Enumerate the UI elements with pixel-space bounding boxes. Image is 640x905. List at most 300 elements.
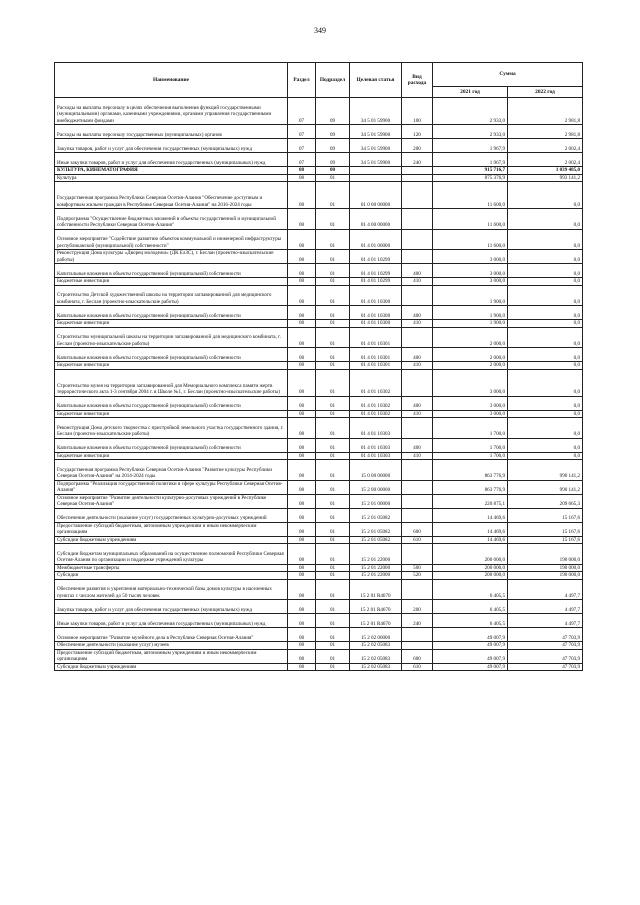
row-target: 15 2 01 22000 (350, 572, 402, 580)
row-2022: 47 703,9 (508, 628, 583, 642)
row-subsection: 01 (316, 628, 350, 642)
row-name: Основное мероприятие "Развитие деятельности культурно-досуговых учреждений в Республике Северная Осетия-Алания" (55, 494, 288, 508)
row-target: 15 0 00 00000 (350, 460, 402, 481)
row-2022: 0,0 (508, 438, 583, 452)
row-name: Иные закупки товаров, работ и услуг для обеспечения государственных (муниципальных) нужд (55, 614, 288, 628)
row-target: 15 2 01 05082 (350, 522, 402, 536)
row-name: Государственная программа Республики Северная Осетия-Алания "Развитие культуры Республики Северная Осетия-Алания" на 2014-2024 годы (55, 460, 288, 481)
row-name: Субсидии бюджетным учреждениям (55, 663, 288, 671)
table-row (55, 125, 583, 139)
row-section: 08 (288, 649, 316, 663)
table-row (55, 362, 583, 370)
table-row (55, 327, 583, 348)
row-2021: 3 000,0 (433, 264, 508, 278)
row-2022: 0,0 (508, 250, 583, 264)
row-section: 08 (288, 494, 316, 508)
table-row (55, 153, 583, 167)
row-subsection: 01 (316, 418, 350, 439)
row-name: Капитальные вложения в объекты государственной (муниципальной) собственности (55, 306, 288, 320)
row-expense (402, 369, 433, 396)
row-subsection: 01 (316, 642, 350, 650)
row-2021: 6 405,5 (433, 579, 508, 600)
table-row (55, 250, 583, 264)
header-2021: 2021 год (433, 87, 508, 98)
row-2022: 4 497,7 (508, 600, 583, 614)
row-subsection: 01 (316, 362, 350, 370)
row-subsection: 01 (316, 182, 350, 209)
table-row (55, 642, 583, 650)
row-2021: 1 900,0 (433, 320, 508, 328)
row-2021: 863 776,9 (433, 480, 508, 494)
row-target: 01 4 01 10302 (350, 396, 402, 410)
row-target: 15 2 01 22000 (350, 564, 402, 572)
row-section: 08 (288, 522, 316, 536)
row-section: 08 (288, 544, 316, 565)
row-expense: 400 (402, 348, 433, 362)
row-section: 08 (288, 508, 316, 522)
row-subsection: 01 (316, 614, 350, 628)
table-row (55, 278, 583, 286)
row-name: Подпрограмма "Осуществление бюджетных вложений в объекты государственной и муниципальной собственности Республики Северная Осетия-Алания" (55, 209, 288, 230)
row-expense (402, 174, 433, 182)
row-2021: 2 000,0 (433, 348, 508, 362)
row-subsection: 01 (316, 264, 350, 278)
row-subsection: 01 (316, 320, 350, 328)
row-2021: 3 000,0 (433, 250, 508, 264)
row-2021: 49 007,9 (433, 642, 508, 650)
row-subsection: 01 (316, 522, 350, 536)
table-row (55, 396, 583, 410)
row-2022: 0,0 (508, 278, 583, 286)
row-name: Реконструкция Дома детского творчества с пристройкой земельного участка государственного здания, г. Беслан (проектно-изыскательские работы) (55, 418, 288, 439)
row-2022: 0,0 (508, 452, 583, 460)
row-target: 01 4 01 10303 (350, 438, 402, 452)
row-expense: 600 (402, 649, 433, 663)
row-section: 08 (288, 285, 316, 306)
row-target: 15 2 02 05083 (350, 642, 402, 650)
row-name: Строительство Детской художественной школы на территории заглавированной для медицинского комбината, г. Беслан (проектно-изыскательские работы) (55, 285, 288, 306)
row-2021: 863 776,9 (433, 460, 508, 481)
table-row (55, 452, 583, 460)
table-row (55, 174, 583, 182)
row-subsection: 01 (316, 369, 350, 396)
row-2021: 6 405,5 (433, 600, 508, 614)
row-expense: 100 (402, 98, 433, 125)
row-2022: 0,0 (508, 209, 583, 230)
row-expense (402, 544, 433, 565)
row-2022: 2 002,4 (508, 139, 583, 153)
row-target: 15 2 01 R4670 (350, 579, 402, 600)
table-row (55, 480, 583, 494)
row-section: 08 (288, 572, 316, 580)
row-target: 01 4 01 10299 (350, 278, 402, 286)
row-target: 15 2 01 22000 (350, 544, 402, 565)
header-section: Раздел (288, 63, 316, 98)
row-2021: 200 000,0 (433, 544, 508, 565)
row-subsection: 01 (316, 250, 350, 264)
row-subsection: 01 (316, 460, 350, 481)
table-row (55, 628, 583, 642)
table-row (55, 418, 583, 439)
row-name: Бюджетные инвестиции (55, 278, 288, 286)
header-name: Наименование (55, 63, 288, 98)
row-name: Бюджетные инвестиции (55, 320, 288, 328)
row-expense: 200 (402, 600, 433, 614)
table-row (55, 306, 583, 320)
row-expense (402, 508, 433, 522)
row-target: 34 5 01 59900 (350, 153, 402, 167)
row-target: 01 4 01 00000 (350, 229, 402, 250)
row-expense: 120 (402, 125, 433, 139)
row-expense: 520 (402, 572, 433, 580)
row-section: 08 (288, 480, 316, 494)
row-target: 34 5 01 59900 (350, 125, 402, 139)
row-section: 08 (288, 600, 316, 614)
row-subsection: 01 (316, 480, 350, 494)
row-subsection: 01 (316, 544, 350, 565)
row-expense: 410 (402, 452, 433, 460)
row-subsection: 01 (316, 438, 350, 452)
row-expense (402, 209, 433, 230)
row-name: Закупка товаров, работ и услуг для обеспечения государственных (муниципальных) нужд (55, 600, 288, 614)
row-section: 08 (288, 418, 316, 439)
row-expense (402, 460, 433, 481)
row-name: Обеспечение деятельности (оказание услуг) музеев (55, 642, 288, 650)
row-2021: 49 007,9 (433, 628, 508, 642)
table-row (55, 438, 583, 452)
row-expense: 240 (402, 614, 433, 628)
row-name: Обеспечение развития и укрепления материально-технической базы домов культуры в населенных пунктах с числом жителей до 50 тысяч человек (55, 579, 288, 600)
row-section: 08 (288, 306, 316, 320)
row-expense: 610 (402, 663, 433, 671)
row-2021: 6 405,5 (433, 614, 508, 628)
row-target: 34 5 01 59900 (350, 139, 402, 153)
table-row (55, 229, 583, 250)
row-name: Капитальные вложения в объекты государственной (муниципальной) собственности (55, 348, 288, 362)
row-section: 08 (288, 167, 316, 175)
row-expense: 400 (402, 306, 433, 320)
row-name: Строительство муниципальной школы на территории заглавированной для медицинского комбината, г. Беслан (проектно-изыскательские работы) (55, 327, 288, 348)
row-2022: 990 141,2 (508, 480, 583, 494)
row-subsection: 09 (316, 98, 350, 125)
row-2021: 875 376,9 (433, 174, 508, 182)
row-section: 08 (288, 452, 316, 460)
row-section: 07 (288, 98, 316, 125)
header-subsection: Подраздел (316, 63, 350, 98)
row-subsection: 01 (316, 508, 350, 522)
row-section: 08 (288, 628, 316, 642)
table-row (55, 139, 583, 153)
row-2021: 2 000,0 (433, 327, 508, 348)
table-header (55, 63, 583, 98)
row-subsection: 09 (316, 139, 350, 153)
row-2022: 209 665,3 (508, 494, 583, 508)
row-target: 15 2 02 05083 (350, 663, 402, 671)
row-section: 08 (288, 264, 316, 278)
row-target: 34 5 01 59900 (350, 98, 402, 125)
row-section: 08 (288, 369, 316, 396)
row-target: 01 4 01 10299 (350, 250, 402, 264)
row-2022: 4 497,7 (508, 579, 583, 600)
row-subsection: 01 (316, 536, 350, 544)
table-row (55, 369, 583, 396)
row-subsection: 00 (316, 167, 350, 175)
budget-table (54, 62, 583, 671)
row-subsection: 01 (316, 572, 350, 580)
row-2021: 3 000,0 (433, 278, 508, 286)
table-row (55, 209, 583, 230)
row-2021: 11 600,0 (433, 209, 508, 230)
row-expense (402, 285, 433, 306)
header-expense: Вид расхода (402, 63, 433, 98)
row-expense (402, 480, 433, 494)
table-row (55, 579, 583, 600)
row-2021: 14 469,6 (433, 522, 508, 536)
row-name: Государственная программа Республики Северная Осетия-Алания "Обеспечение доступным и комфортным жильем граждан в Республике Северная Осетия-Алания" на 2016-2024 годы (55, 182, 288, 209)
row-target: 01 4 01 10299 (350, 264, 402, 278)
row-2022: 0,0 (508, 306, 583, 320)
row-2022: 0,0 (508, 410, 583, 418)
header-target: Целевая статья (350, 63, 402, 98)
row-name: Предоставление субсидий бюджетным, автономным учреждениям и иным некоммерческим организациям (55, 649, 288, 663)
row-2021: 220 875,1 (433, 494, 508, 508)
row-target: 01 4 01 10300 (350, 320, 402, 328)
row-name: Капитальные вложения в объекты государственной (муниципальной) собственности (55, 438, 288, 452)
row-name: Бюджетные инвестиции (55, 410, 288, 418)
row-subsection: 01 (316, 229, 350, 250)
row-target: 01 4 01 10302 (350, 410, 402, 418)
row-target: 01 4 01 10301 (350, 327, 402, 348)
row-name: Бюджетные инвестиции (55, 362, 288, 370)
row-2022: 0,0 (508, 264, 583, 278)
row-subsection: 01 (316, 663, 350, 671)
row-target: 15 2 01 00000 (350, 494, 402, 508)
row-target: 01 4 01 10301 (350, 348, 402, 362)
row-section: 08 (288, 348, 316, 362)
row-section: 08 (288, 250, 316, 264)
row-2021: 49 007,9 (433, 649, 508, 663)
row-expense (402, 250, 433, 264)
row-subsection: 09 (316, 153, 350, 167)
row-section: 08 (288, 663, 316, 671)
row-2022: 1 039 485,0 (508, 167, 583, 175)
row-expense: 200 (402, 139, 433, 153)
table-row (55, 494, 583, 508)
row-name: Основное мероприятие "Развитие музейного дела в Республике Северная Осетия-Алания" (55, 628, 288, 642)
row-section: 08 (288, 410, 316, 418)
table-row (55, 348, 583, 362)
row-section: 08 (288, 320, 316, 328)
row-target (350, 174, 402, 182)
row-2022: 0,0 (508, 348, 583, 362)
row-expense: 240 (402, 153, 433, 167)
table-row (55, 98, 583, 125)
row-subsection: 01 (316, 600, 350, 614)
row-2021: 3 000,0 (433, 410, 508, 418)
row-section: 07 (288, 139, 316, 153)
row-2021: 1 700,0 (433, 452, 508, 460)
row-2022: 0,0 (508, 229, 583, 250)
row-2022: 0,0 (508, 285, 583, 306)
table-row (55, 536, 583, 544)
row-2021: 3 000,0 (433, 369, 508, 396)
row-2022: 990 141,2 (508, 460, 583, 481)
row-2022: 190 000,0 (508, 564, 583, 572)
row-section: 08 (288, 438, 316, 452)
table-row (55, 320, 583, 328)
row-section: 08 (288, 209, 316, 230)
row-2022: 0,0 (508, 369, 583, 396)
row-expense (402, 494, 433, 508)
row-name: Основное мероприятие "Содействие развитию объектов коммунальной и инженерной инфраструктуры республиканской (муниципальной) собственности" (55, 229, 288, 250)
row-expense (402, 418, 433, 439)
row-2022: 2 981,8 (508, 98, 583, 125)
row-target: 15 2 02 05083 (350, 649, 402, 663)
row-section: 08 (288, 174, 316, 182)
row-2022: 15 167,6 (508, 522, 583, 536)
row-target: 15 2 01 R4670 (350, 614, 402, 628)
table-row (55, 663, 583, 671)
row-2021: 200 000,0 (433, 564, 508, 572)
row-name: Иные закупки товаров, работ и услуг для обеспечения государственных (муниципальных) нужд (55, 153, 288, 167)
row-name: Предоставление субсидий бюджетным, автономным учреждениям и иным некоммерческим организациям (55, 522, 288, 536)
row-expense: 400 (402, 264, 433, 278)
row-section: 08 (288, 536, 316, 544)
row-2021: 14 469,6 (433, 508, 508, 522)
table-row (55, 572, 583, 580)
row-target: 15 2 01 05082 (350, 508, 402, 522)
table-row (55, 410, 583, 418)
row-target: 01 4 01 10303 (350, 418, 402, 439)
row-2021: 14 469,6 (433, 536, 508, 544)
row-2022: 47 703,9 (508, 663, 583, 671)
row-expense (402, 579, 433, 600)
table-row (55, 167, 583, 175)
row-target: 01 0 00 00000 (350, 182, 402, 209)
row-target: 15 2 01 R4670 (350, 600, 402, 614)
row-2022: 0,0 (508, 182, 583, 209)
row-2021: 11 600,0 (433, 229, 508, 250)
row-2021: 2 933,0 (433, 98, 508, 125)
row-expense: 410 (402, 362, 433, 370)
row-2021: 3 000,0 (433, 396, 508, 410)
row-target: 15 2 00 00000 (350, 480, 402, 494)
row-2021: 49 007,9 (433, 663, 508, 671)
row-name: Культура (55, 174, 288, 182)
row-name: Субсидии (55, 572, 288, 580)
row-2022: 47 703,9 (508, 642, 583, 650)
table-row (55, 649, 583, 663)
row-expense: 600 (402, 522, 433, 536)
row-section: 08 (288, 362, 316, 370)
row-2021: 1 900,0 (433, 306, 508, 320)
row-2021: 11 600,0 (433, 182, 508, 209)
row-2021: 200 000,0 (433, 572, 508, 580)
row-2022: 0,0 (508, 418, 583, 439)
row-target (350, 167, 402, 175)
row-name: Субсидии бюджетным учреждениям (55, 536, 288, 544)
row-subsection: 01 (316, 174, 350, 182)
row-section: 08 (288, 182, 316, 209)
row-2022: 4 497,7 (508, 614, 583, 628)
row-subsection: 01 (316, 494, 350, 508)
row-target: 01 4 01 10303 (350, 452, 402, 460)
row-2022: 2 981,8 (508, 125, 583, 139)
row-name: Капитальные вложения в объекты государственной (муниципальной) собственности (55, 264, 288, 278)
row-name: Бюджетные инвестиции (55, 452, 288, 460)
row-2022: 0,0 (508, 362, 583, 370)
row-expense (402, 229, 433, 250)
row-name: Подпрограмма "Реализация государственной политики в сфере культуры Республики Северная Осетия-Алания" (55, 480, 288, 494)
row-subsection: 01 (316, 348, 350, 362)
row-section: 08 (288, 579, 316, 600)
row-section: 07 (288, 125, 316, 139)
row-2022: 47 703,9 (508, 649, 583, 663)
header-sum: Сумма (433, 63, 583, 87)
table-row (55, 508, 583, 522)
header-2022: 2022 год (508, 87, 583, 98)
row-name: Реконструкция Дома культуры «Дворец молодежи» (ДК ЕлЗС), г. Беслан (проектно-изыскательские работы) (55, 250, 288, 264)
row-2022: 993 141,2 (508, 174, 583, 182)
row-subsection: 01 (316, 410, 350, 418)
row-name: Расходы на выплаты персоналу в целях обеспечения выполнения функций государственными (муниципальными) органами, казенными учреждениями, органами управления государственными внебюджетными фондами (55, 98, 288, 125)
row-section: 08 (288, 278, 316, 286)
row-expense: 410 (402, 410, 433, 418)
row-subsection: 01 (316, 209, 350, 230)
row-subsection: 01 (316, 396, 350, 410)
row-2021: 1 900,0 (433, 285, 508, 306)
row-name: Капитальные вложения в объекты государственной (муниципальной) собственности (55, 396, 288, 410)
row-expense (402, 628, 433, 642)
row-name: Межбюджетные трансферты (55, 564, 288, 572)
row-2022: 0,0 (508, 396, 583, 410)
table-row (55, 285, 583, 306)
row-subsection: 01 (316, 327, 350, 348)
row-target: 15 2 01 05082 (350, 536, 402, 544)
table-row (55, 614, 583, 628)
row-expense: 500 (402, 564, 433, 572)
row-2022: 190 000,0 (508, 544, 583, 565)
row-expense: 400 (402, 396, 433, 410)
row-2021: 1 967,9 (433, 153, 508, 167)
row-2021: 915 716,7 (433, 167, 508, 175)
row-expense: 410 (402, 320, 433, 328)
table-body (55, 98, 583, 671)
row-2022: 190 000,0 (508, 572, 583, 580)
row-name: Субсидии бюджетам муниципальных образований на осуществление полномочий Республики Северная Осетия-Алания по организации и поддержке учреждений культуры (55, 544, 288, 565)
row-expense (402, 642, 433, 650)
row-section: 08 (288, 642, 316, 650)
row-section: 07 (288, 153, 316, 167)
row-name: Обеспечение деятельности (оказание услуг) государственных культурно-досуговых учреждений (55, 508, 288, 522)
row-subsection: 01 (316, 306, 350, 320)
row-subsection: 01 (316, 564, 350, 572)
row-subsection: 01 (316, 452, 350, 460)
row-2022: 15 167,6 (508, 536, 583, 544)
row-target: 01 4 01 10301 (350, 362, 402, 370)
row-expense: 400 (402, 438, 433, 452)
row-subsection: 01 (316, 649, 350, 663)
table-row (55, 544, 583, 565)
row-2021: 1 700,0 (433, 438, 508, 452)
row-section: 08 (288, 564, 316, 572)
row-target: 01 4 01 10300 (350, 285, 402, 306)
row-section: 08 (288, 396, 316, 410)
row-target: 01 4 01 10302 (350, 369, 402, 396)
table-row (55, 264, 583, 278)
row-name: КУЛЬТУРА, КИНЕМАТОГРАФИЯ (55, 167, 288, 175)
page-number: 349 (314, 26, 326, 35)
